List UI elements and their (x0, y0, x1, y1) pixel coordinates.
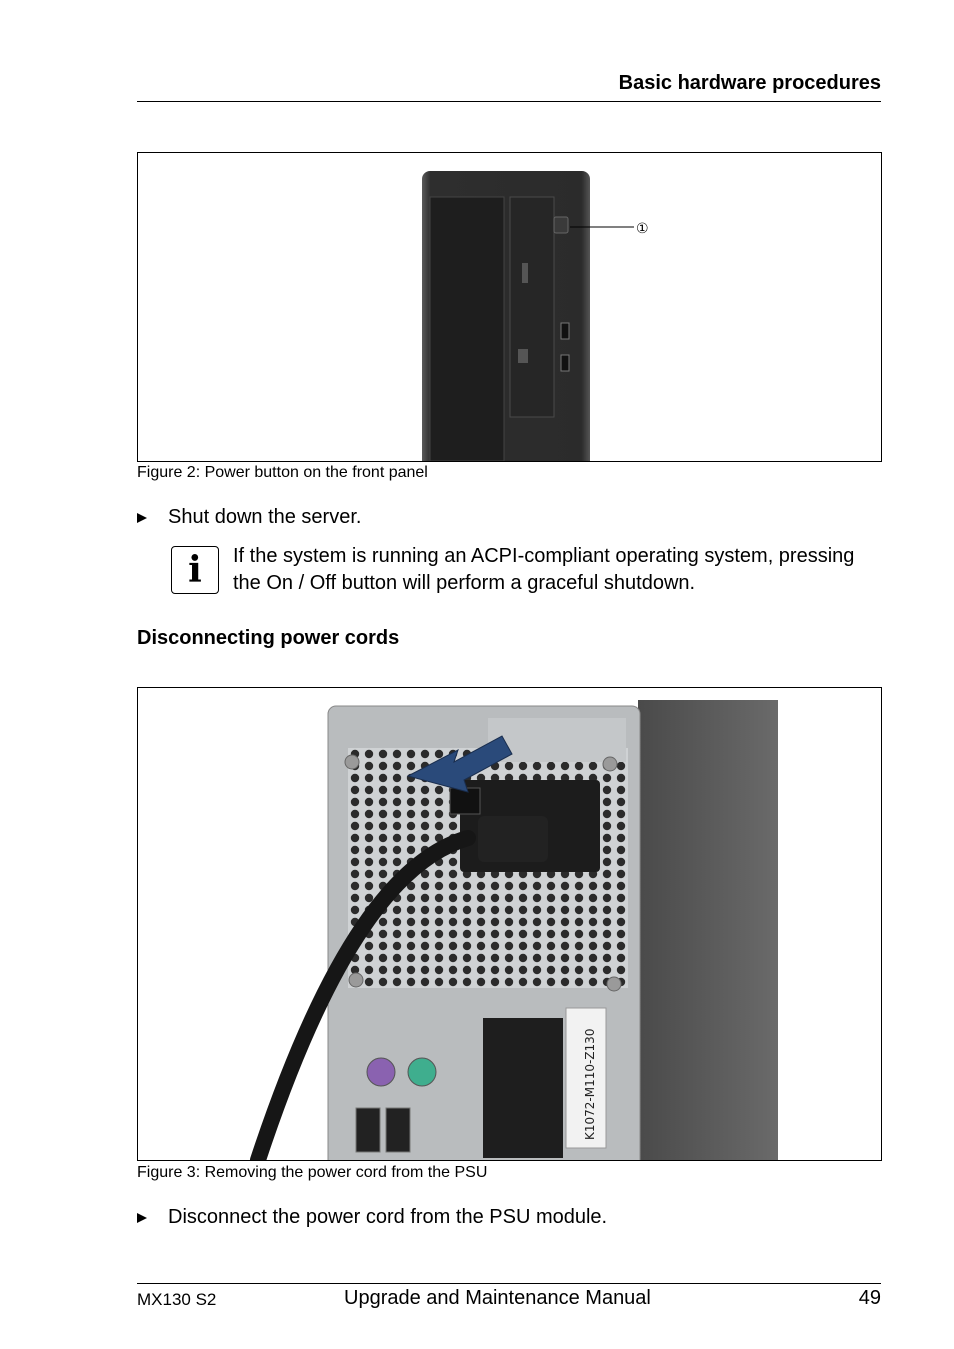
screw-icon (603, 757, 617, 771)
usb-port-rear (356, 1108, 380, 1152)
case-side-panel (638, 700, 778, 1160)
front-bay-panel (430, 197, 504, 461)
psu-switch[interactable] (450, 788, 480, 814)
screw-icon (345, 755, 359, 769)
section-heading: Disconnecting power cords (137, 627, 400, 649)
info-icon: i (171, 546, 219, 594)
server-front-illustration (138, 153, 881, 461)
screw-icon (349, 973, 363, 987)
screw-icon (607, 977, 621, 991)
usb-port-rear (386, 1108, 410, 1152)
drive-bay (510, 197, 554, 417)
footer-model: MX130 S2 (137, 1290, 217, 1309)
running-header: Basic hardware procedures (618, 72, 881, 94)
ps2-keyboard-port (408, 1058, 436, 1086)
step-disconnect: Disconnect the power cord from the PSU module. (137, 1206, 607, 1229)
expansion-slot-grille (483, 1018, 563, 1158)
figure3-caption: Figure 3: Removing the power cord from the PSU (137, 1164, 488, 1181)
power-plug (478, 816, 548, 862)
step-bullet-icon (137, 1213, 147, 1223)
usb-port-front (561, 355, 569, 371)
label-text: K1072-M110-Z130 (583, 1028, 597, 1140)
step-shutdown: Shut down the server. (137, 506, 361, 529)
info-note: If the system is running an ACPI-compliant operating system, pressing the On / Off button will perform a graceful shutdown. (233, 545, 855, 594)
psu-rear-illustration (138, 688, 881, 1160)
figure-psu-cord (137, 687, 882, 1161)
callout-number: ① (636, 221, 649, 237)
header-rule (137, 101, 881, 102)
figure-front-panel (137, 152, 882, 462)
power-button[interactable] (554, 217, 568, 233)
footer-rule (137, 1283, 881, 1284)
ps2-mouse-port (367, 1058, 395, 1086)
step-bullet-icon (137, 513, 147, 523)
usb-port-front (561, 323, 569, 339)
footer-manual-title: Upgrade and Maintenance Manual (344, 1287, 651, 1309)
figure2-caption: Figure 2: Power button on the front panel (137, 464, 428, 481)
page-number: 49 (858, 1287, 881, 1309)
